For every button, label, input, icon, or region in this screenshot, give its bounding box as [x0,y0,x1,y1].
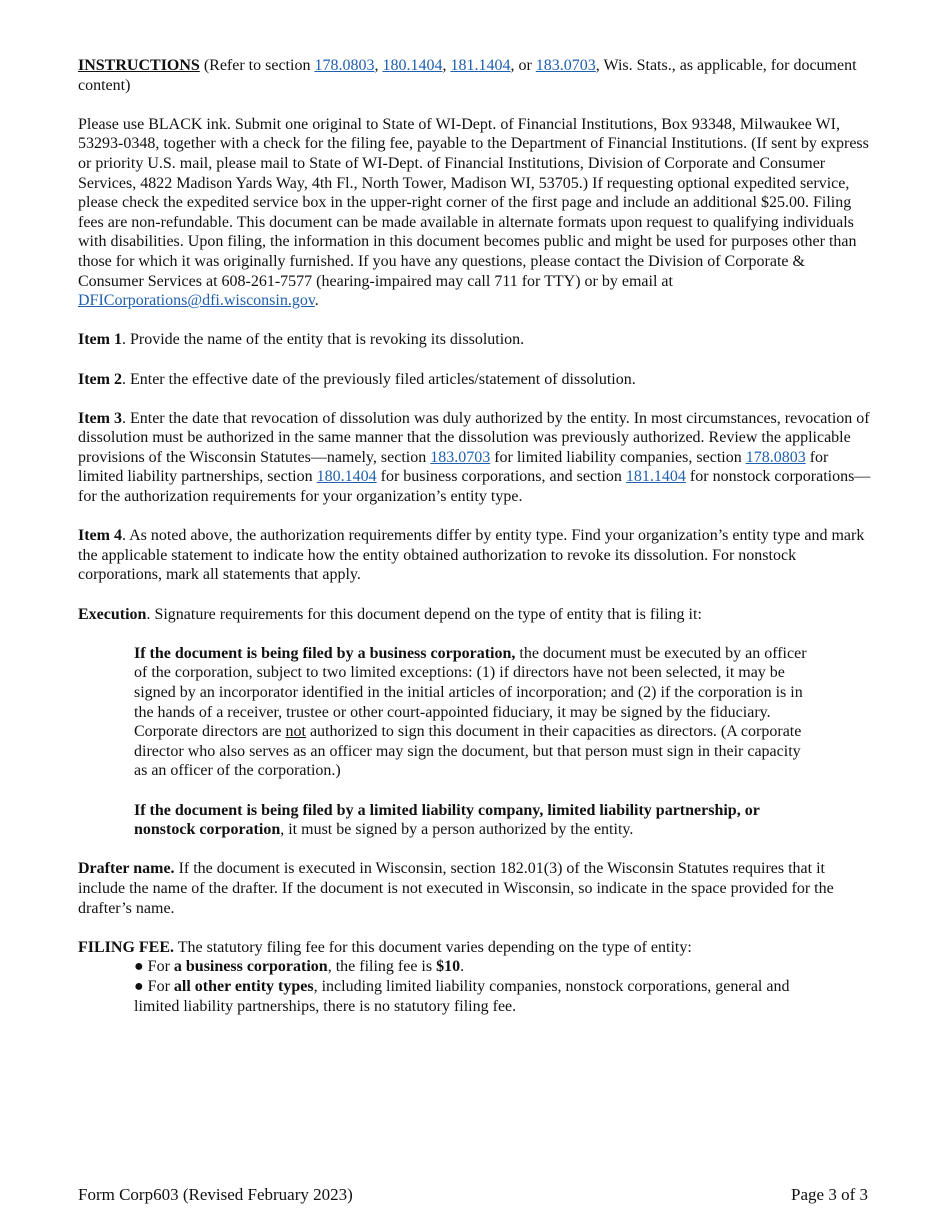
item-3: Item 3. Enter the date that revocation of dissolution was duly authorized by the entity. In most circumstances, revocation of dissolution must be authorized in the same manner that the dissolution was previously authorized. Review the applicable provisions of the Wisconsin Statutes—namely, section 183.0703 for limited liability companies, section 178.0803 for limited liability partnerships, section 180.1404 for business corporations, and section 181.1404 for nonstock corporations—for the authorization requirements for your organization’s entity type. [78,409,871,506]
page-number: Page 3 of 3 [791,1185,868,1204]
section-link-180-1404[interactable]: 180.1404 [382,57,443,74]
email-link[interactable]: DFICorporations@dfi.wisconsin.gov [78,292,315,310]
filing-fee [78,938,874,1016]
drafter-name: Drafter name. If the document is executed in Wisconsin, section 182.01(3) of the Wisconsin Statutes requires that it include the name of the drafter. If the document is not executed in Wisconsin, so indicate in the space provided for the drafter’s name. [78,860,834,917]
item3-link-183-0703[interactable]: 183.0703 [430,448,491,466]
filing-fee-intro: FILING FEE. The statutory filing fee for this document varies depending on the type of entity: [78,938,692,956]
item-2: Item 2. Enter the effective date of the previously filed articles/statement of dissolution. [78,370,636,388]
instructions-page [78,56,874,1016]
instructions-heading: INSTRUCTIONS [78,57,200,74]
section-link-183-0703[interactable]: 183.0703 [535,57,596,74]
execution-llc: If the document is being filed by a limited liability company, limited liability partnership, or nonstock corporation, it must be signed by a person authorized by the entity. [134,801,760,839]
execution: Execution. Signature requirements for this document depend on the type of entity that is filing it: [78,605,702,623]
form-revision: Form Corp603 (Revised February 2023) [78,1185,353,1204]
item3-link-180-1404[interactable]: 180.1404 [316,468,377,486]
section-link-178-0803[interactable]: 178.0803 [314,57,375,74]
section-link-181-1404[interactable]: 181.1404 [450,57,511,74]
page-footer [78,1185,868,1205]
execution-business-corporation: If the document is being filed by a business corporation, the document must be executed by an officer of the corporation, subject to two limited exceptions: (1) if directors have not been selected, it may be signed by an incorporator identified in the initial articles of incorporation; and (2) if the corporation is in the hands of a receiver, trustee or other court-appointed fiduciary, it may be signed by the fiduciary. Corporate directors are not authorized to sign this document in their capacities as directors. (A corporate director who also serves as an officer may sign the document, but that person must sign in their capacity as an officer of the corporation.) [134,644,807,780]
item3-link-181-1404[interactable]: 181.1404 [625,468,686,486]
item-4: Item 4. As noted above, the authorization requirements differ by entity type. Find your organization’s entity type and mark the applicable statement to indicate how the entity obtained authorization to revoke its dissolution. For nonstock corporations, mark all statements that apply. [78,527,865,584]
filing-fee-bullet-other: ● For all other entity types, including limited liability companies, nonstock corporations, general and limited liability partnerships, there is no statutory filing fee. [134,977,790,1015]
item3-link-178-0803[interactable]: 178.0803 [745,448,806,466]
instructions-intro: INSTRUCTIONS (Refer to section 178.0803, 180.1404, 181.1404, or 183.0703, Wis. Stats., as applicable, for document content) [78,57,857,94]
general-instructions: Please use BLACK ink. Submit one original to State of WI-Dept. of Financial Institutions, Box 93348, Milwaukee WI, 53293-0348, together with a check for the filing fee, payable to the Department of Financial Institutions. (If sent by express or priority U.S. mail, please mail to State of WI-Dept. of Financial Institutions, Division of Corporate and Consumer Services, 4822 Madison Yards Way, 4th Fl., North Tower, Madison WI, 53705.) If requesting optional expedited service, please check the expedited service box in the upper-right corner of the first page and include an additional $25.00. Filing fees are non-refundable. This document can be made available in alternate formats upon request to qualifying individuals with disabilities. Upon filing, the information in this document becomes public and might be used for purposes other than those for which it was originally furnished. If you have any questions, please contact the Division of Corporate & Consumer Services at 608-261-7577 (hearing-impaired may call 711 for TTY) or by email at DFICorporations@dfi.wisconsin.gov. [78,115,869,310]
filing-fee-bullet-corporation: ● For a business corporation, the filing fee is $10. [134,958,465,976]
item-1: Item 1. Provide the name of the entity that is revoking its dissolution. [78,331,525,349]
